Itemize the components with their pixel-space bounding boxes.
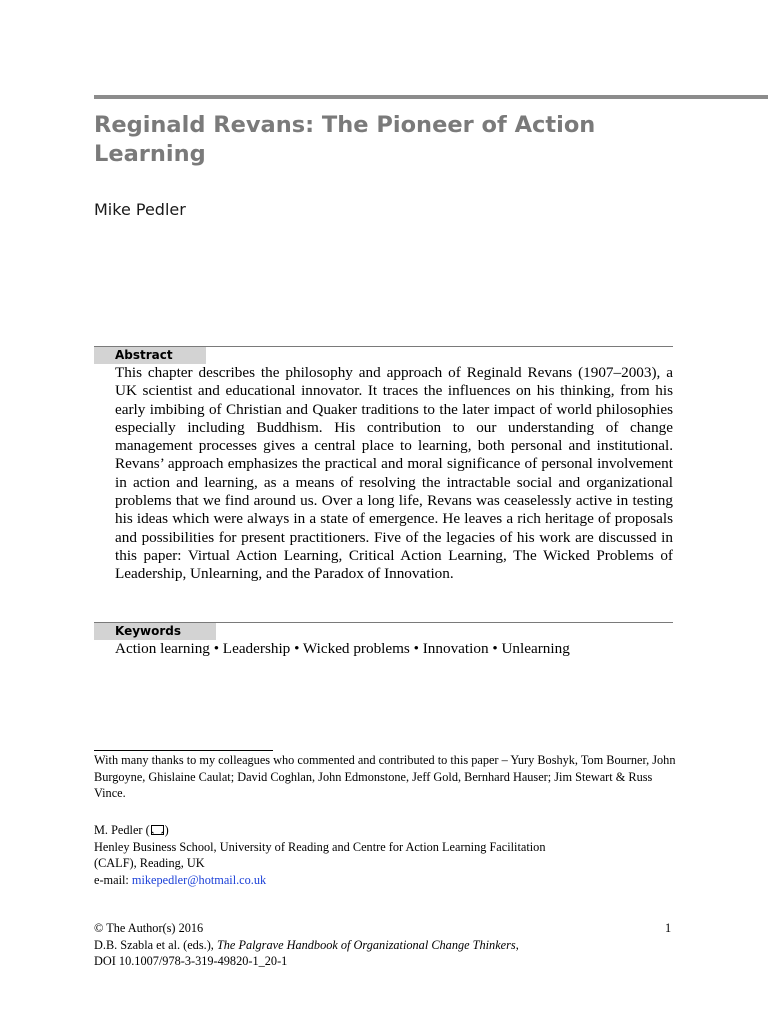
- abstract-header: [94, 346, 673, 365]
- footnote-rule: [94, 750, 273, 751]
- author-affiliation: [94, 822, 684, 888]
- institution-line-1: Henley Business School, University of Reading and Centre for Action Learning Facilitation: [94, 839, 546, 854]
- author-short-name: M. Pedler (: [94, 823, 150, 837]
- publication-info: [94, 920, 684, 970]
- chapter-author: Mike Pedler: [94, 200, 186, 219]
- book-title: The Palgrave Handbook of Organizational Change Thinkers: [216, 937, 516, 952]
- doi-line: DOI 10.1007/978-3-319-49820-1_20-1: [94, 954, 288, 968]
- keywords-header: [94, 622, 673, 641]
- envelope-icon: [151, 825, 164, 835]
- keywords-heading: Keywords: [94, 623, 216, 640]
- abstract-heading: Abstract: [94, 347, 206, 364]
- acknowledgement-footnote: With many thanks to my colleagues who commented and contributed to this paper – Yury Boshyk, Tom Bourner, John Burgoyne, Ghislaine Caulat; David Coghlan, John Edmonstone, Jeff Gold, Bernhard Hauser; Jim Stewart & Russ Vince.: [94, 753, 676, 800]
- email-line: [94, 872, 684, 889]
- page-number: 1: [665, 921, 672, 935]
- email-link[interactable]: mikepedler@hotmail.co.uk: [131, 872, 267, 887]
- book-title-suffix: ,: [515, 937, 519, 952]
- author-name-line: [94, 822, 684, 839]
- email-label: e-mail:: [94, 872, 132, 887]
- top-rule: [94, 95, 768, 99]
- keywords-list: Action learning • Leadership • Wicked problems • Innovation • Unlearning: [115, 640, 570, 657]
- copyright-line: © The Author(s) 2016: [94, 921, 204, 935]
- abstract-text: This chapter describes the philosophy and approach of Reginald Revans (1907–2003), a UK scientist and educational innovator. It traces the influences on his thinking, from his early imbibing of Christian and Quaker traditions to the later impact of world philosophies especially including Buddhism. His contribution to our understanding of change management processes gives a central place to learning, both personal and institutional. Revans’ approach emphasizes the practical and moral significance of personal involvement in action and learning, as a means of resolving the intractable social and organizational problems that we find around us. Over a long life, Revans was ceaselessly active in testing his ideas which were always in a state of emergence. He leaves a rich heritage of proposals and possibilities for present practitioners. Five of the legacies of his work are discussed in this paper: Virtual Action Learning, Critical Action Learning, The Wicked Problems of Leadership, Unlearning, and the Paradox of Innovation.: [115, 364, 673, 583]
- editors-text: D.B. Szabla et al. (eds.),: [94, 937, 217, 952]
- citation-line: [94, 937, 684, 954]
- chapter-title: Reginald Revans: The Pioneer of Action Learning: [94, 112, 596, 167]
- author-short-name-close: ): [164, 823, 169, 837]
- institution-line-2: (CALF), Reading, UK: [94, 856, 205, 870]
